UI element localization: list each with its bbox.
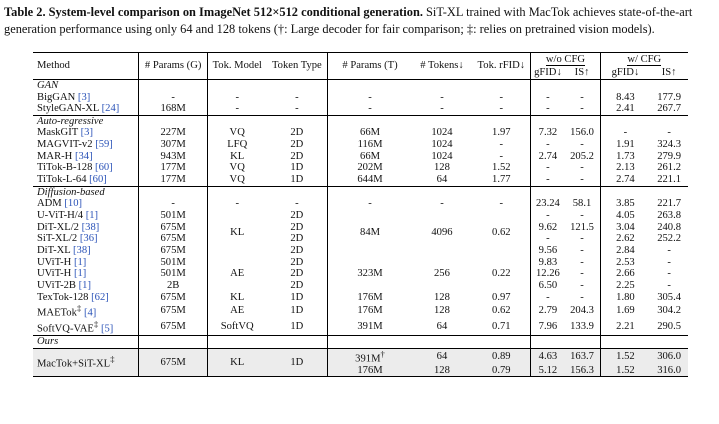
method-cell: SiT-XL/2 [36]	[33, 233, 139, 245]
table-caption	[4, 4, 716, 38]
group-label: Auto-regressive	[33, 115, 139, 127]
header-method: Method	[33, 53, 139, 80]
merged-params-323m: 323M	[357, 268, 383, 280]
method-cell: DiT-XL [38]	[33, 245, 139, 257]
table-row: TiTok-L-64 [60] 177M VQ 1D 644M 64 1.77 - - 2.74 221.1	[33, 174, 688, 186]
table-row-ours: MacTok+SiT-XL‡ 675M KL 1D 391M† 64 0.89 4.63 163.7 1.52 306.0	[33, 348, 688, 364]
method-cell: ADM [10]	[33, 198, 139, 210]
header-params-g: # Params (G)	[139, 53, 208, 80]
header-is-w: IS↑	[661, 66, 677, 78]
merged-params-84m: 84M	[360, 227, 381, 239]
method-cell: DiT-XL/2 [38]	[33, 221, 139, 233]
table-row: MAGVIT-v2 [59] 307M LFQ 2D 116M 1024 - - - 1.91 324.3	[33, 139, 688, 151]
group-label: GAN	[33, 80, 139, 92]
merged-tok-model-kl: KL	[230, 227, 245, 239]
merged-rfid-062: 0.62	[472, 210, 531, 257]
merged-tokens-4096: 4096	[431, 227, 453, 239]
method-cell: TiTok-B-128 [60]	[33, 162, 139, 174]
group-label: Ours	[33, 336, 139, 348]
header-gfid-w: gFID↓	[611, 66, 640, 78]
table-row: UViT-2B [1] 2B 2D 6.50 - 2.25 -	[33, 280, 688, 292]
table-row: UViT-H [1] 501M 2D 12.26 - 2.66 -	[33, 268, 688, 280]
table-row-ours: 176M 128 0.79 5.12 156.3 1.52 316.0	[33, 364, 688, 376]
table-row: SoftVQ-VAE‡ [5] 675M SoftVQ 1D 391M 64 0.71 7.96 133.9 2.21 290.5	[33, 319, 688, 335]
method-cell: MacTok+SiT-XL‡	[33, 348, 139, 377]
table-row: TexTok-128 [62] 675M KL 1D 176M 128 0.97 - - 1.80 305.4	[33, 292, 688, 304]
table-row: MaskGIT [3] 227M VQ 2D 66M 1024 1.97 7.32 156.0 - -	[33, 127, 688, 139]
method-cell: MAR-H [34]	[33, 151, 139, 163]
table-row: MAETok‡ [4] 675M AE 1D 176M 128 0.62 2.79 204.3 1.69 304.2	[33, 303, 688, 319]
header-w-cfg	[600, 53, 688, 67]
header-wo-cfg	[531, 53, 600, 67]
merged-rfid-022: 0.22	[472, 256, 531, 291]
header-tokens: # Tokens↓	[412, 53, 473, 80]
group-diffusion	[33, 186, 688, 198]
table-row: SiT-XL/2 [36] 675M 2D - - 2.62 252.2	[33, 233, 688, 245]
merged-tok-model-ae: AE	[230, 268, 245, 280]
method-cell: TexTok-128 [62]	[33, 292, 139, 304]
caption-label: Table 2.	[4, 5, 46, 19]
method-cell: MAGVIT-v2 [59]	[33, 139, 139, 151]
table-row: TiTok-B-128 [60] 177M VQ 1D 202M 128 1.52 - - 2.13 261.2	[33, 162, 688, 174]
table-row: BigGAN [3] - - - - - - - - 8.43 177.9	[33, 91, 688, 103]
header-rfid: Tok. rFID↓	[472, 53, 531, 80]
group-label: Diffusion-based	[33, 186, 139, 198]
table-row: DiT-XL/2 [38] 675M 2D 9.62 121.5 3.04 240.8	[33, 221, 688, 233]
table-row: DiT-XL [38] 675M 2D 9.56 - 2.84 -	[33, 245, 688, 257]
caption-title: System-level comparison on ImageNet 512×512 conditional generation.	[48, 5, 423, 19]
header-params-t: # Params (T)	[328, 53, 412, 80]
caption-text: SiT-XL trained with MacTok achieves state-of-the-art generation performance using only 64 and 128 tokens (†: Large decoder for fair comparison; ‡: relies on pretrained vision models).	[4, 5, 693, 36]
header-w-cfg-label: w/ CFG	[627, 53, 662, 65]
comparison-table	[33, 52, 688, 377]
method-cell: MAETok‡ [4]	[33, 303, 139, 319]
method-cell: UViT-H [1]	[33, 256, 139, 268]
method-cell: BigGAN [3]	[33, 91, 139, 103]
method-cell: UViT-2B [1]	[33, 280, 139, 292]
table-row: StyleGAN-XL [24] 168M - - - - - - - 2.41 267.7	[33, 103, 688, 115]
header-wo-cfg-label: w/o CFG	[545, 53, 586, 65]
method-cell: U-ViT-H/4 [1]	[33, 210, 139, 222]
table-row: MAR-H [34] 943M KL 2D 66M 1024 - 2.74 205.2 1.73 279.9	[33, 151, 688, 163]
table-row: UViT-H [1] 501M AE 2D 323M 256 0.22 9.83 - 2.53 -	[33, 256, 688, 268]
method-cell: MaskGIT [3]	[33, 127, 139, 139]
header-token-type: Token Type	[266, 53, 328, 80]
header-is-wo: IS↑	[565, 66, 601, 80]
table-row: ADM [10] - - - - - - 23.24 58.1 3.85 221.7	[33, 198, 688, 210]
table-row: U-ViT-H/4 [1] 501M KL 2D 84M 4096 0.62 - - 4.05 263.8	[33, 210, 688, 222]
group-autoregressive	[33, 115, 688, 127]
method-cell: StyleGAN-XL [24]	[33, 103, 139, 115]
method-cell: SoftVQ-VAE‡ [5]	[33, 319, 139, 335]
header-gfid-wo: gFID↓	[534, 66, 562, 78]
header-tok-model: Tok. Model	[208, 53, 267, 80]
header-row-1	[33, 53, 688, 67]
method-cell: TiTok-L-64 [60]	[33, 174, 139, 186]
group-ours	[33, 336, 688, 348]
method-cell: UViT-H [1]	[33, 268, 139, 280]
group-gan	[33, 80, 688, 92]
merged-tokens-256: 256	[434, 268, 450, 280]
